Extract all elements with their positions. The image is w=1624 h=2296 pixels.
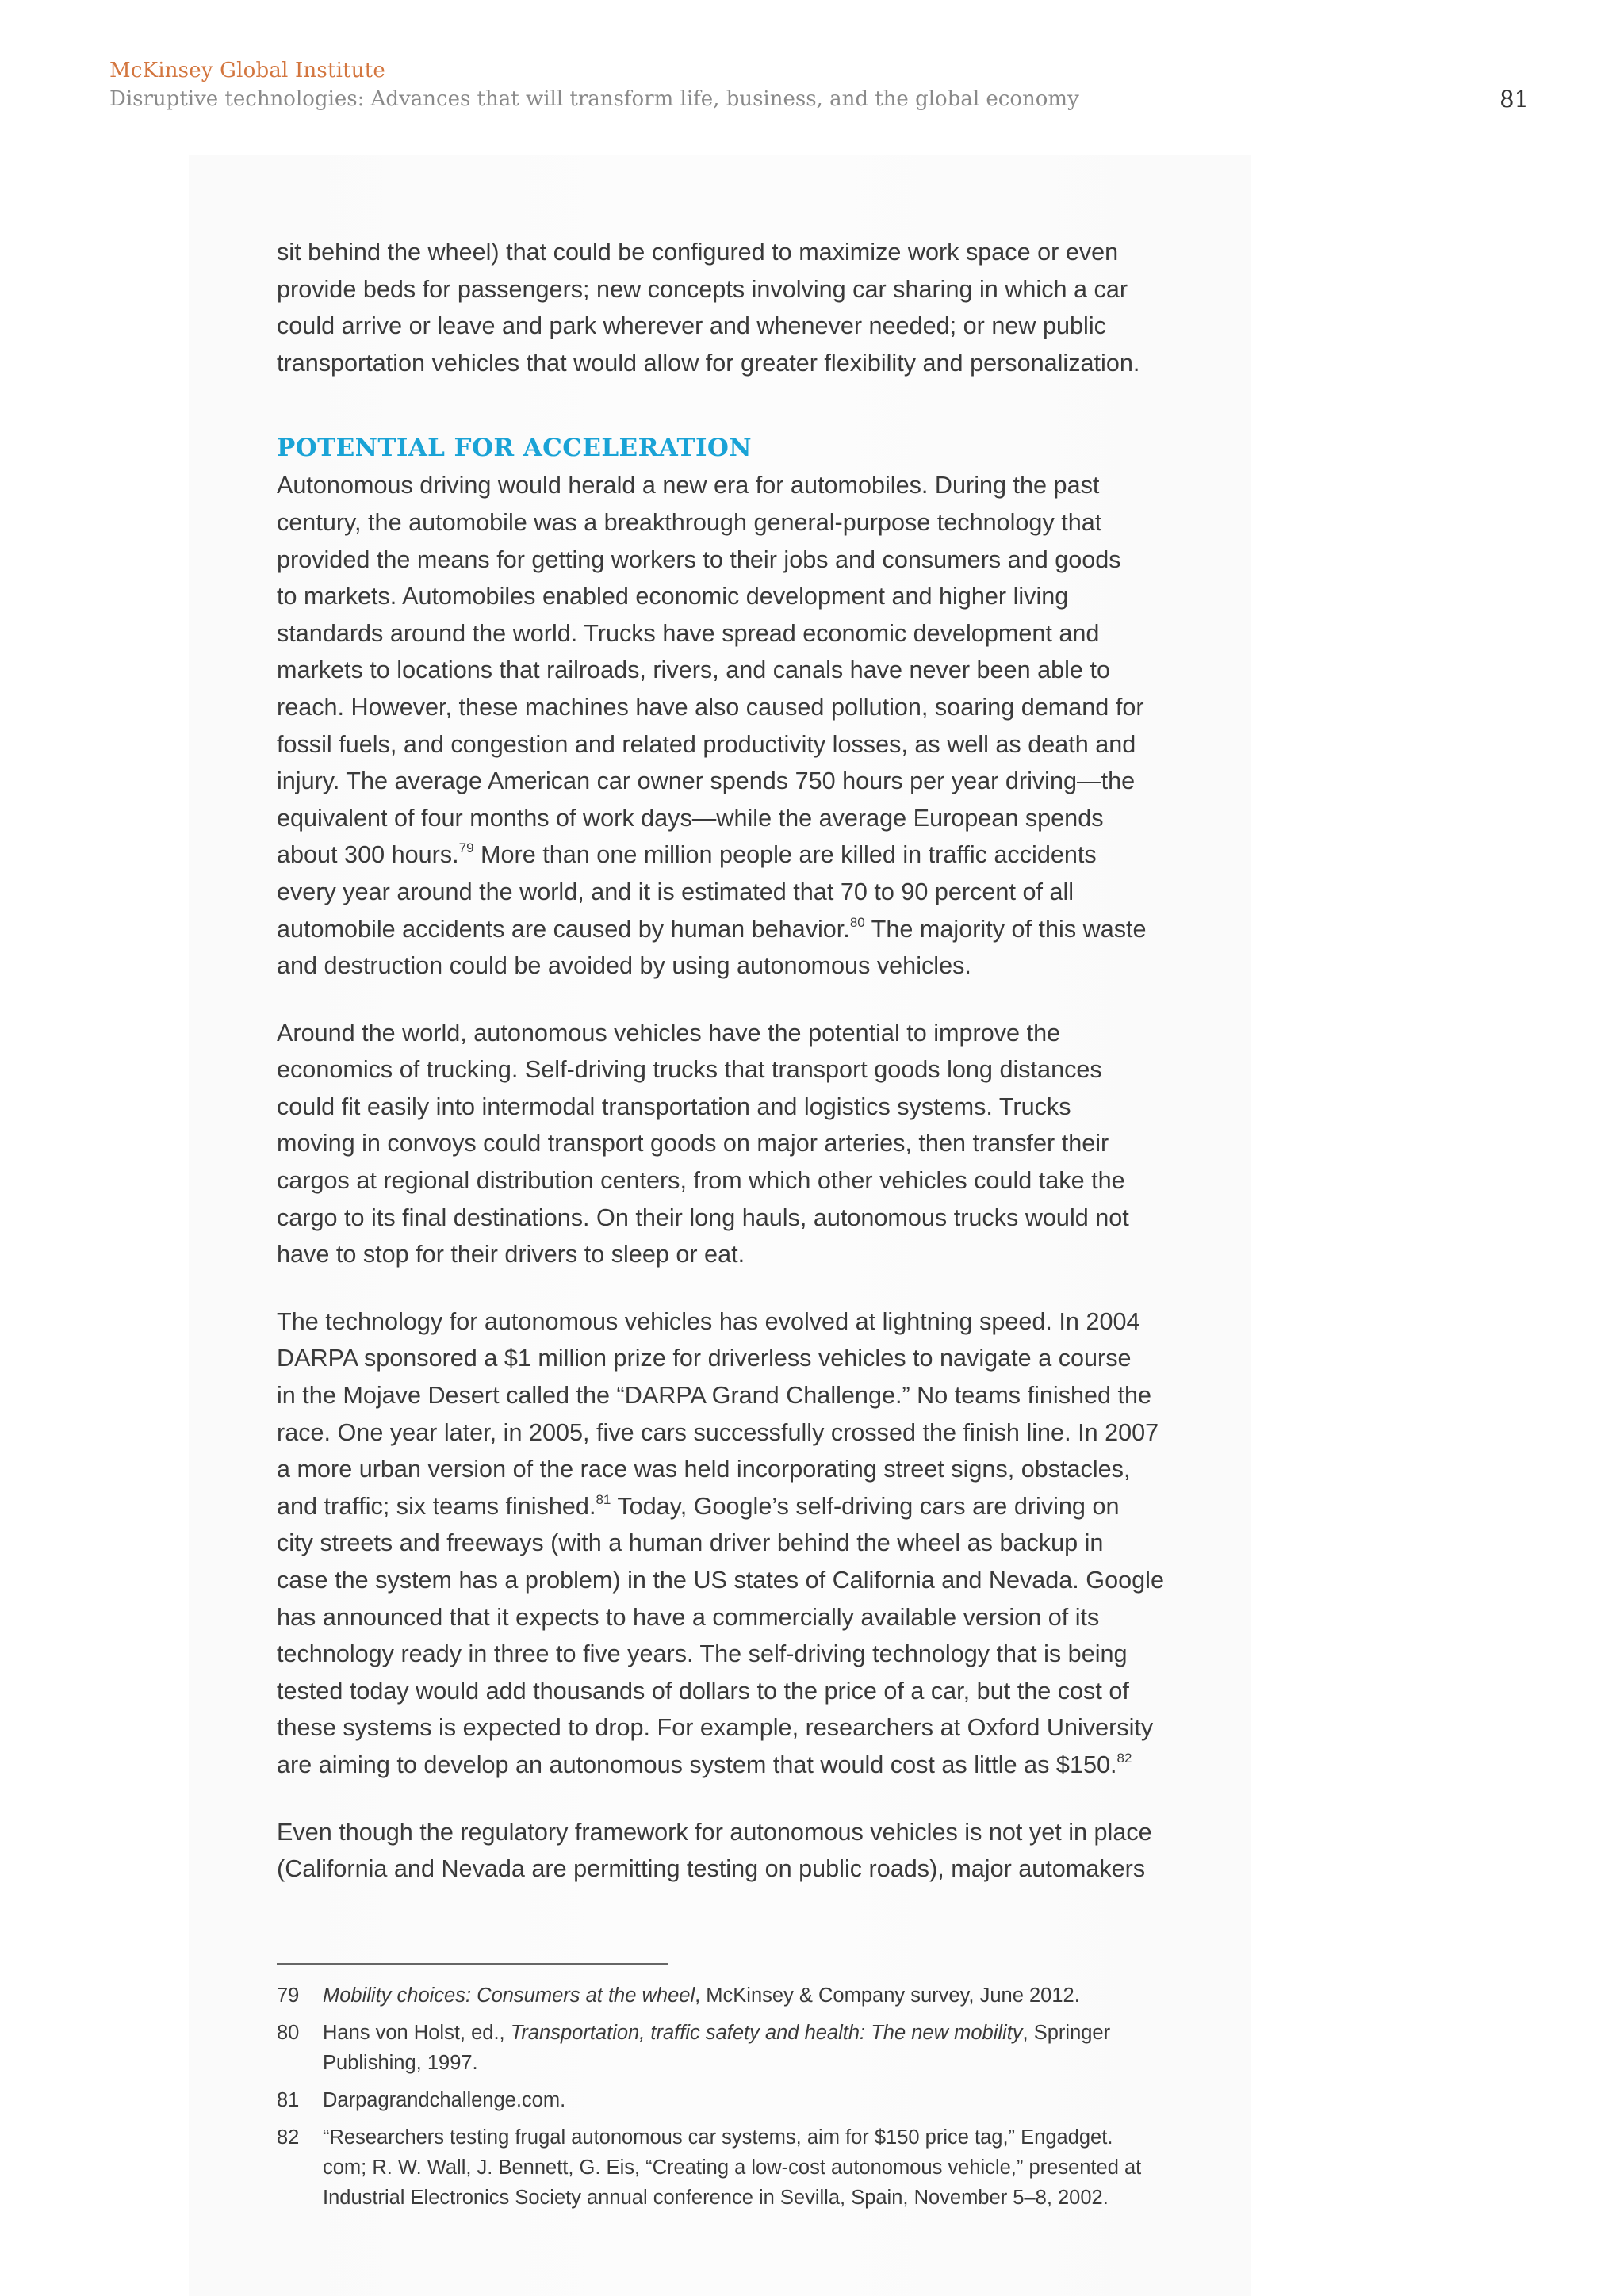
header-subtitle: Disruptive technologies: Advances that will transform life, business, and the global economy — [109, 87, 1079, 111]
text-line: automobile accidents are caused by human behavior.$^{80}$ The majority of this waste — [277, 914, 1147, 943]
header-brand: McKinsey Global Institute — [109, 59, 385, 82]
footnote-number: 81 — [277, 2089, 300, 2111]
footnote-ref-82: 82 — [1116, 1750, 1132, 1766]
page-number: 81 — [1500, 86, 1529, 113]
text-line: and destruction could be avoided by using autonomous vehicles. — [277, 952, 971, 980]
footnote-80: 80 Hans von Holst, ed., Transportation, traffic safety and health: The new mobility, Springer Publishing, 1997. — [277, 2018, 1339, 2078]
text-line: are aiming to develop an autonomous system that would cost as little as $150.82 — [277, 1750, 1132, 1778]
text-line: tested today would add thousands of dollars to the price of a car, but the cost of — [277, 1677, 1129, 1705]
text-line: have to stop for their drivers to sleep or eat. — [277, 1241, 745, 1269]
text-line: every year around the world, and it is estimated that 70 to 90 percent of all — [277, 878, 1074, 905]
text-line: transportation vehicles that would allow for greater flexibility and personalization. — [277, 349, 1140, 377]
text-line: (California and Nevada are permitting testing on public roads), major automakers — [277, 1855, 1146, 1883]
text-line: sit behind the wheel) that could be configured to maximize work space or even — [277, 239, 1119, 266]
footnote-number: 82 — [277, 2126, 300, 2149]
text-line: reach. However, these machines have also caused pollution, soaring demand for — [277, 693, 1144, 721]
text-line: technology ready in three to five years. The self-driving technology that is being — [277, 1640, 1128, 1668]
text-line: The technology for autonomous vehicles has evolved at lightning speed. In 2004 — [277, 1307, 1140, 1335]
text-line: city streets and freeways (with a human driver behind the wheel as backup in — [277, 1529, 1104, 1557]
footnote-number: 79 — [277, 1984, 300, 2007]
footnote-ref-79: 79 — [458, 840, 474, 856]
text-line: markets to locations that railroads, rivers, and canals have never been able to — [277, 656, 1110, 684]
text-line: provided the means for getting workers to their jobs and consumers and goods — [277, 545, 1121, 573]
text-line: economics of trucking. Self-driving trucks that transport goods long distances — [277, 1056, 1102, 1084]
footnote-ref-80: 80 — [849, 914, 865, 930]
footnote-81: 81 Darpagrandchallenge.com. — [277, 2085, 1339, 2115]
text-line: equivalent of four months of work days—while the average European spends — [277, 804, 1104, 832]
text-line: century, the automobile was a breakthrough general-purpose technology that — [277, 508, 1102, 536]
footnote-82: 82 “Researchers testing frugal autonomous car systems, aim for $150 price tag,” Engadget. com; R. W. Wall, J. Bennett, G. Eis, “Creating a low-cost autonomous vehicle,” presented at Industrial Electronics Society annual conference in Sevilla, Spain, November 5–8, 2002. — [277, 2122, 1339, 2213]
text-line: injury. The average American car owner spends 750 hours per year driving—the — [277, 767, 1136, 795]
footnote-divider — [277, 1963, 668, 1965]
text-line: cargo to its final destinations. On their long hauls, autonomous trucks would not — [277, 1203, 1129, 1231]
section-heading: POTENTIAL FOR ACCELERATION — [277, 434, 753, 463]
text-line: moving in convoys could transport goods on major arteries, then transfer their — [277, 1130, 1109, 1158]
text-line: Around the world, autonomous vehicles have the potential to improve the — [277, 1019, 1061, 1047]
text-line: and traffic; six teams finished.$^{81}$ Today, Google’s self-driving cars are driving on — [277, 1491, 1120, 1520]
text-line: DARPA sponsored a $1 million prize for driverless vehicles to navigate a course — [277, 1345, 1132, 1372]
footnote-title: Mobility choices: Consumers at the wheel — [323, 1984, 695, 2007]
text-line: about 300 hours.$^{79}$ More than one million people are killed in traffic accidents — [277, 840, 1097, 869]
text-line: race. One year later, in 2005, five cars successfully crossed the finish line. In 2007 — [277, 1418, 1159, 1446]
footnote-number: 80 — [277, 2022, 300, 2044]
text-line: has announced that it expects to have a commercially available version of its — [277, 1603, 1100, 1631]
text-line: a more urban version of the race was held incorporating street signs, obstacles, — [277, 1456, 1131, 1483]
text-line: fossil fuels, and congestion and related productivity losses, as well as death and — [277, 730, 1136, 758]
main-content — [277, 234, 1339, 1918]
text-line: in the Mojave Desert called the “DARPA Grand Challenge.” No teams finished the — [277, 1382, 1152, 1410]
paragraph-acceleration — [277, 467, 1339, 984]
footnotes — [277, 1980, 1339, 2220]
text-line: cargos at regional distribution centers, from which other vehicles could take the — [277, 1167, 1125, 1195]
footnote-79: 79 Mobility choices: Consumers at the wheel, McKinsey & Company survey, June 2012. — [277, 1980, 1339, 2011]
paragraph-technology — [277, 1303, 1339, 1784]
text-line: Autonomous driving would herald a new era for automobiles. During the past — [277, 472, 1100, 499]
text-line: to markets. Automobiles enabled economic development and higher living — [277, 583, 1069, 610]
footnote-title: Transportation, traffic safety and health: The new mobility — [510, 2022, 1023, 2044]
text-line: these systems is expected to drop. For example, researchers at Oxford University — [277, 1714, 1154, 1742]
text-line: provide beds for passengers; new concepts involving car sharing in which a car — [277, 275, 1128, 303]
text-line: Even though the regulatory framework for autonomous vehicles is not yet in place — [277, 1818, 1152, 1846]
footnote-ref-81: 81 — [596, 1491, 611, 1507]
text-line: could arrive or leave and park wherever and whenever needed; or new public — [277, 312, 1106, 340]
text-line: case the system has a problem) in the US states of California and Nevada. Google — [277, 1567, 1164, 1594]
paragraph-trucking — [277, 1015, 1339, 1273]
paragraph-regulatory — [277, 1814, 1339, 1888]
text-line: standards around the world. Trucks have spread economic development and — [277, 619, 1100, 647]
intro-paragraph — [277, 234, 1339, 381]
text-line: could fit easily into intermodal transportation and logistics systems. Trucks — [277, 1093, 1071, 1120]
